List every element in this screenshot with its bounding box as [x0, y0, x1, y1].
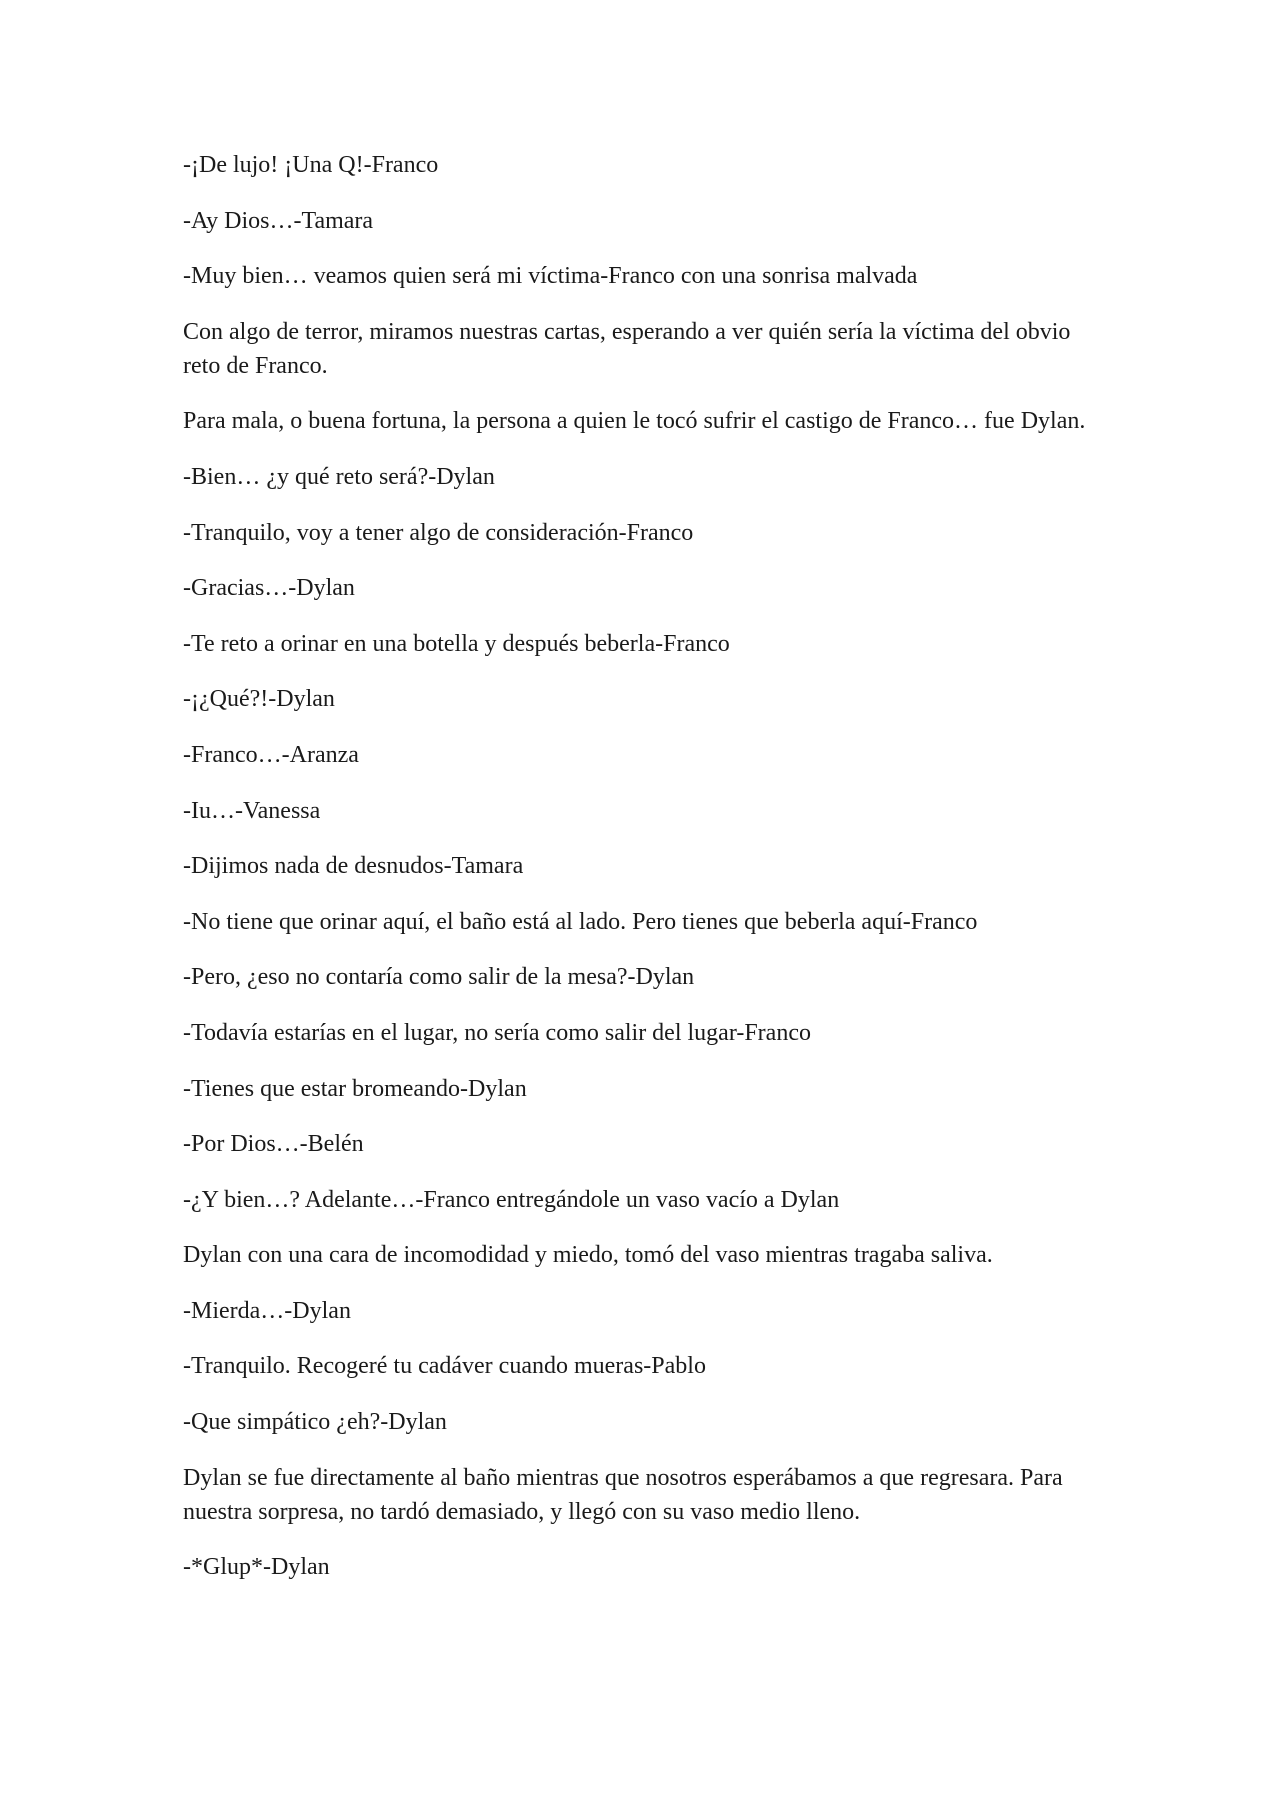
paragraph: -¡De lujo! ¡Una Q!-Franco: [183, 152, 439, 178]
paragraph: -Por Dios…-Belén: [183, 1131, 364, 1158]
paragraph: -No tiene que orinar aquí, el baño está al lado. Pero tienes que beberla aquí-Franco: [183, 908, 978, 935]
paragraph: Dylan con una cara de incomodidad y miedo, tomó del vaso mientras tragaba saliva.: [183, 1242, 993, 1269]
paragraph: -Ay Dios…-Tamara: [183, 207, 374, 234]
paragraph: -Gracias…-Dylan: [183, 575, 355, 602]
paragraph: -Dijimos nada de desnudos-Tamara: [183, 853, 524, 880]
paragraph: -Tranquilo. Recogeré tu cadáver cuando mueras-Pablo: [183, 1353, 706, 1380]
paragraph: -Iu…-Vanessa: [183, 797, 321, 824]
paragraph: Con algo de terror, miramos nuestras cartas, esperando a ver quién sería la víctima del obvio reto de Franco.: [183, 318, 1071, 379]
paragraph: -Franco…-Aranza: [183, 741, 359, 768]
paragraph: -¡¿Qué?!-Dylan: [183, 686, 335, 713]
paragraph: -*Glup*-Dylan: [183, 1554, 330, 1581]
paragraph: Dylan se fue directamente al baño mientras que nosotros esperábamos a que regresara. Para nuestra sorpresa, no tardó demasiado, y llegó con su vaso medio lleno.: [183, 1464, 1063, 1525]
paragraph: Para mala, o buena fortuna, la persona a quien le tocó sufrir el castigo de Franco… fue Dylan.: [183, 408, 1086, 435]
paragraph: -Bien… ¿y qué reto será?-Dylan: [183, 463, 495, 490]
paragraph: -Pero, ¿eso no contaría como salir de la mesa?-Dylan: [183, 964, 695, 991]
paragraph: -Todavía estarías en el lugar, no sería como salir del lugar-Franco: [183, 1019, 811, 1046]
paragraph: -Muy bien… veamos quien será mi víctima-Franco con una sonrisa malvada: [183, 263, 918, 290]
paragraph: -Tienes que estar bromeando-Dylan: [183, 1075, 527, 1102]
paragraph: -Te reto a orinar en una botella y después beberla-Franco: [183, 630, 730, 657]
paragraph: -Tranquilo, voy a tener algo de consideración-Franco: [183, 519, 694, 546]
document-body: [183, 148, 1103, 1606]
paragraph: -Mierda…-Dylan: [183, 1297, 351, 1324]
paragraph: -Que simpático ¿eh?-Dylan: [183, 1409, 447, 1436]
paragraph: -¿Y bien…? Adelante…-Franco entregándole un vaso vacío a Dylan: [183, 1186, 840, 1213]
